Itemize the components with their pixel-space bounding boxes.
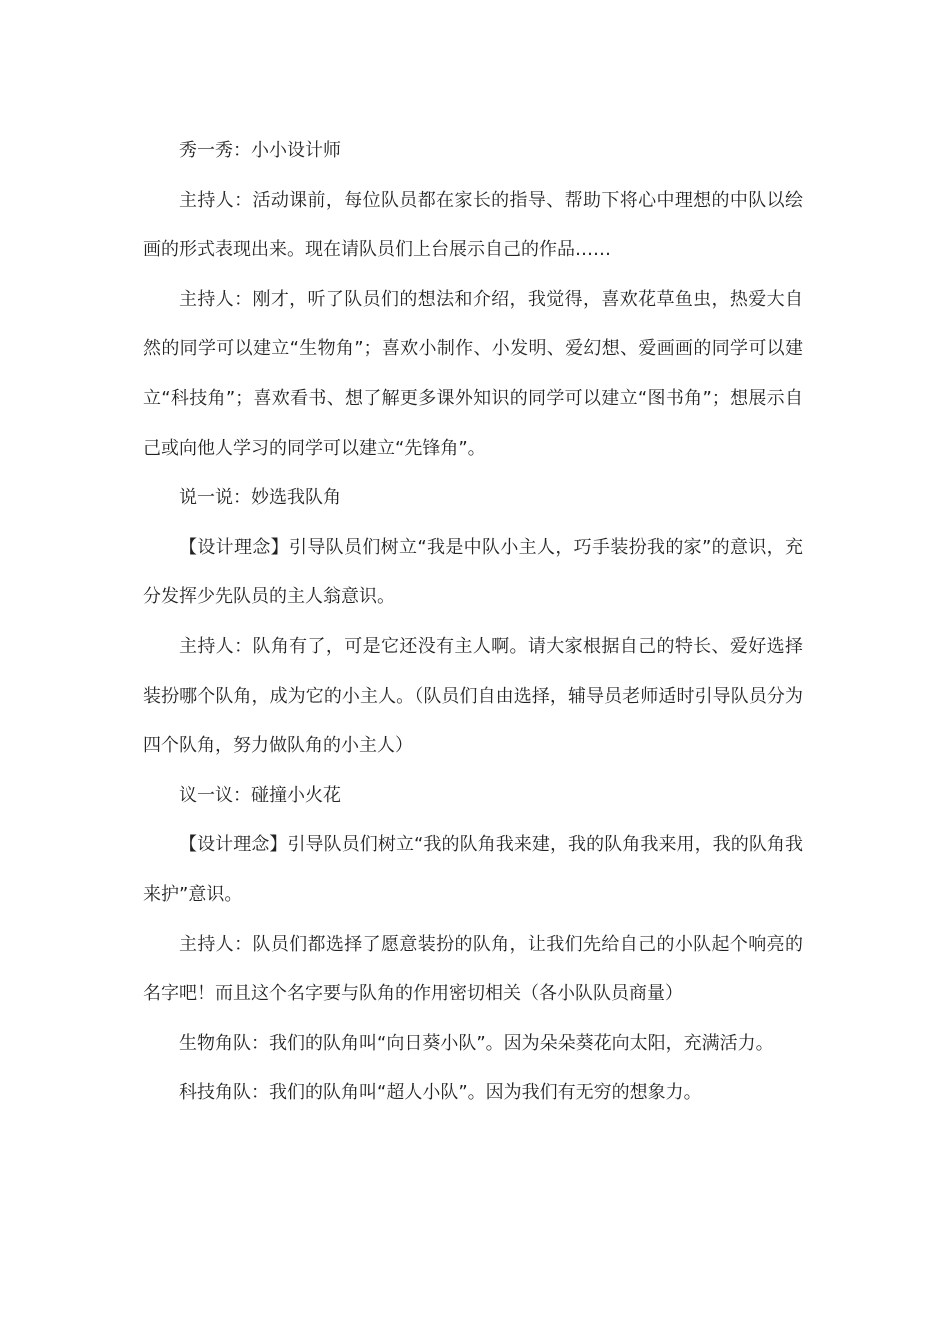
paragraph-design-concept-2: 【设计理念】引导队员们树立“我的队角我来建，我的队角我来用，我的队角我来护”意识。 [143, 834, 803, 905]
paragraph-host-choose: 主持人：队角有了，可是它还没有主人啊。请大家根据自己的特长、爱好选择装扮哪个队角，成为它的小主人。（队员们自由选择，辅导员老师适时引导队员分为四个队角，努力做队角的小主人） [143, 635, 803, 757]
section-heading-say: 说一说：妙选我队角 [179, 487, 341, 509]
paragraph-host-intro: 主持人：活动课前，每位队员都在家长的指导、帮助下将心中理想的中队以绘画的形式表现出来。现在请队员们上台展示自己的作品…… [143, 189, 803, 261]
paragraph-tech-team: 科技角队：我们的队角叫“超人小队”。因为我们有无穷的想象力。 [179, 1082, 702, 1104]
paragraph-host-corners: 主持人：刚才，听了队员们的想法和介绍，我觉得，喜欢花草鱼虫，热爱大自然的同学可以建立“生物角”；喜欢小制作、小发明、爱幻想、爱画画的同学可以建立“科技角”；喜欢看书、想了解更多课外知识的同学可以建立“图书角”；想展示自己或向他人学习的同学可以建立“先锋角”。 [143, 288, 803, 459]
paragraph-biology-team: 生物角队：我们的队角叫“向日葵小队”。因为朵朵葵花向太阳，充满活力。 [179, 1032, 774, 1054]
paragraph-design-concept-1: 【设计理念】引导队员们树立“我是中队小主人，巧手装扮我的家”的意识，充分发挥少先队员的主人翁意识。 [143, 536, 803, 608]
section-heading-discuss: 议一议：碰撞小火花 [179, 784, 341, 806]
section-heading-show: 秀一秀：小小设计师 [179, 140, 341, 161]
paragraph-host-naming: 主持人：队员们都选择了愿意装扮的队角，让我们先给自己的小队起个响亮的名字吧！而且这个名字要与队角的作用密切相关（各小队队员商量） [143, 933, 803, 1005]
document-body [143, 126, 803, 1118]
